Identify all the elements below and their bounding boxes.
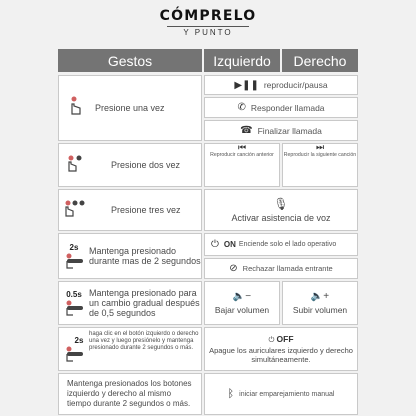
header-derecho: Derecho <box>282 49 358 72</box>
action-volume-down: 🔈− Bajar volumen <box>204 281 280 325</box>
gesture-cell <box>58 189 202 231</box>
action-previous-track: ⏮ Reproducir canción anterior <box>204 143 280 187</box>
bluetooth-icon: ᛒ <box>227 388 235 400</box>
row-power-off <box>58 327 358 371</box>
power-icon: ⏻ <box>211 239 219 250</box>
voice-assistant-icon: 🎙 <box>273 197 289 211</box>
row-manual-pairing <box>58 373 358 415</box>
gesture-cell <box>58 281 202 325</box>
action-power-on: ⏻ ON Enciende solo el lado operativo <box>204 233 358 256</box>
table-header <box>58 49 358 72</box>
action-reject-call: ⊘ Rechazar llamada entrante <box>204 258 358 279</box>
gesture-cell <box>58 327 202 371</box>
action-power-off: ⏻ OFF Apague los auriculares izquierdo y derecho simultáneamente. <box>204 327 358 371</box>
gesture-cell <box>58 143 202 187</box>
gesture-text: Mantenga presionados los botones izquierdo y derecho al mismo tiempo durante 2 segundos o más. <box>67 379 192 408</box>
gesture-text: Mantenga presionado durante mas de 2 segundos <box>89 246 201 266</box>
duration-badge: 2s <box>69 242 79 252</box>
action-volume-up: 🔈+ Subir volumen <box>282 281 358 325</box>
row-hold-2s <box>58 233 358 279</box>
action-next-track: ⏭ Reproducir la siguiente canción <box>282 143 358 187</box>
hand-hold-gradual-icon <box>59 282 89 324</box>
next-track-icon: ⏭ <box>315 142 325 152</box>
duration-badge: 2s <box>74 335 84 345</box>
action-play-pause: ▶❚❚ reproducir/pausa <box>204 75 358 95</box>
play-pause-icon: ▶❚❚ <box>234 79 259 91</box>
brand-divider <box>167 26 249 27</box>
header-gestos: Gestos <box>58 49 202 72</box>
hand-hold-icon <box>59 234 89 278</box>
gesture-cell <box>58 233 202 279</box>
brand-tagline: Y PUNTO <box>183 28 233 37</box>
header-izquierdo: Izquierdo <box>204 49 280 72</box>
row-hold-volume <box>58 281 358 325</box>
row-single-press <box>58 75 358 141</box>
gesture-text: Presione una vez <box>95 103 165 113</box>
gestures-table <box>58 49 358 408</box>
phone-ring-icon: ✆ <box>237 102 246 113</box>
hand-triple-tap-icon <box>59 190 89 230</box>
brand-logo <box>0 8 416 37</box>
hang-up-icon: ☎ <box>240 125 253 136</box>
gesture-text: Presione dos vez <box>111 160 181 170</box>
previous-track-icon: ⏮ <box>237 142 247 152</box>
gesture-text: Presione tres vez <box>111 205 181 215</box>
action-answer-call: ✆ Responder llamada <box>204 97 358 118</box>
gesture-cell <box>58 373 202 415</box>
gesture-text: haga clic en el botón izquierdo o derecho una vez y luego presiónelo y mantenga presionado durante 2 segundos o más. <box>89 331 199 351</box>
hand-click-hold-icon <box>59 329 89 369</box>
duration-badge: 0.5s <box>66 289 82 299</box>
reject-call-icon: ⊘ <box>229 263 238 274</box>
power-icon: ⏻ <box>268 334 275 344</box>
hand-tap-icon <box>59 76 89 140</box>
volume-up-icon: 🔈+ <box>310 291 330 302</box>
gesture-text: Mantenga presionado para un cambio gradual después de 0,5 segundos <box>89 288 200 318</box>
action-end-call: ☎ Finalizar llamada <box>204 120 358 141</box>
hand-double-tap-icon <box>59 144 89 186</box>
brand-name: CÓMPRELO <box>159 8 257 24</box>
action-manual-pairing: ᛒ iniciar emparejamiento manual <box>204 373 358 415</box>
gesture-cell <box>58 75 202 141</box>
volume-down-icon: 🔈− <box>232 291 252 302</box>
row-triple-press <box>58 189 358 231</box>
action-voice-assistant: 🎙 Activar asistencia de voz <box>204 189 358 231</box>
row-double-press <box>58 143 358 187</box>
